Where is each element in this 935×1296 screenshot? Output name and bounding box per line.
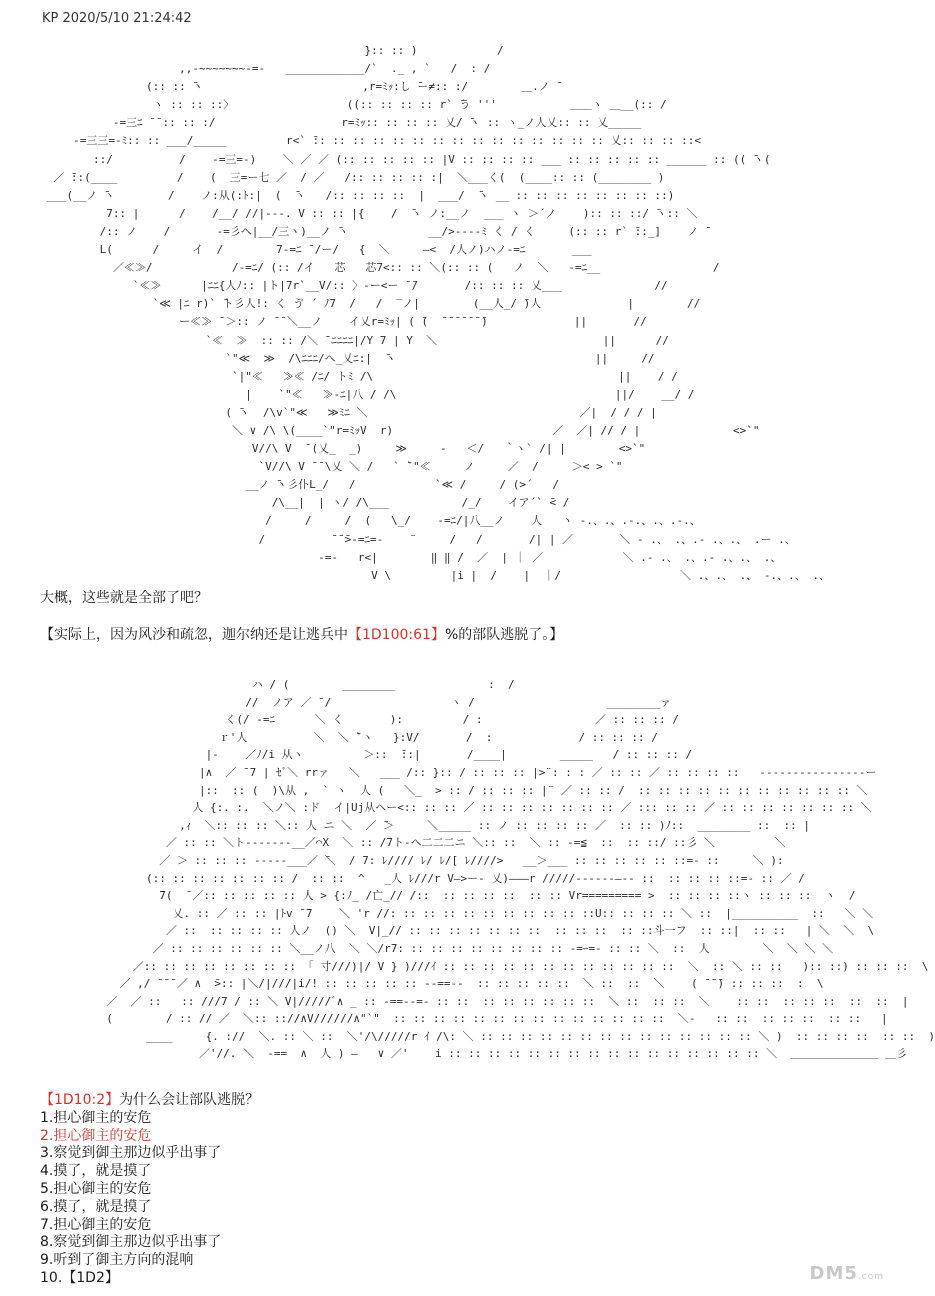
post-header: KP 2020/5/10 21:24:42: [42, 11, 192, 26]
choice-item: 4.摸了，就是摸了: [40, 1163, 152, 1180]
ascii-art-charge-scene: ハ / ( ________ : / // ノア ／ ̄ / ヽ / ________ァ く(/ -=ﾆ ＼ く ): / : ／ :: :: :: / ｒ'人 ＼ ＼ ̄`ヽ }:V/ / : / :: :: :: / |- ／ﾉ/i 从ヽ ＞:: ̄::| /____| _____ / :: :: :: / |∧ ／ ̄ 7 | ｾﾞ＼ rrァ ＼ ___ /:: }:: / :: :: :: |>¨: : : ／ :: :: ／ :: :: :: :: ----------------ー |:: :: ( )\从 , ` ヽ 人 ( ＼_ > :: / :: :: :: |¨ ／ :: :: / :: :: :: :: :: :: :: :: :: :: :: ＼ 人 {:. :. ＼ノ＼ :ド イ|Uj从ヘー<:: :: :: ／ :: :: :: :: :: :: :: ／ ::: :: :: ／ :: :: :: :: :: :: :: ＼ ,ｨ ＼:: :: :: ＼:: 人 ニ ＼ ／ ̄＞ ＼_____ :: ノ :: :: :: :: ／ :: :: )ﾉ:: ________ :: :: | ／ :: :: ＼ト-------__／⌒X ＼ :: /7ト‐ヘ二二二ニ ＼:: :: ＼ :: -=≦ :: :: ::/ ::彡 ＼ ＼ ／ ＞ :: :: :: -----___／ ̄＼ / 7: ﾚ//// ﾚ/ ﾚ/[ ﾚ////> __＞___ :: :: :: :: :: ::=- :: ＼ ): (:: :: :: :: :: :: :: / :: :: ^ _人 ﾚ///r V―>ー- 乂)―――r /////------―-- :: :: :: :: ::=- :: ／ / ̄7( ̄ ／:: :: :: :: :: 人 > {:ﾉ_ /亡_// /:: :: :: :: :: :: :: Vr========= > :: :: :: ::ヽ :: :: :: ヽ / 乂. :: ／ :: :: |ﾄv ̄ ̄7 ＼ 'r //: :: :: :: :: :: :: :: :: :: ::U:: :: :: :: ＼ :: |__________ :: ＼ ＼ ／ :: :: :: :: :: 人ノ () ＼ V|_// :: :: :: :: :: :: :: :: :: :: :: ::斗一フ :: ::| :: :: | ＼ ＼ \ ／ :: :: :: :: :: :: ＼__ノ八 ＼ ＼/r7: :: :: :: :: :: :: :: :: -=ｰ=- :: :: ＼ :: 人 ＼ ＼ ＼ ＼ ／:: :: :: :: :: :: :: :: 「 寸///)|/ V } )///ｲ :: :: :: :: :: :: :: :: :: :: :: :: ＼ :: ＼ :: :: ):: ::) :: :: :: \ ／ ,/ ̄ ̄ ̄ ／ ∧ ̄>:: |＼/|///|i/! :: :: :: :: :: --==-- :: :: :: :: :: ＼ :: :: ＼ ( ̄ ̄ ̄) :: :: :: : \ ／ ／ :: :: ///7 / :: ＼ V|/////ﾞ∧ _ :: -==--=- :: :: :: :: :: :: :: :: ＼ :: :: :: ＼ :: :: :: :: :: :: :: | ( / :: // ／ ＼:: :://∧V//////∧"`" :: :: :: :: :: :: :: :: :: :: :: :: :: :: ＼- :: :: :: :: :: :: :: | ____ {. :// ＼. :: ＼ :: ＼'/\/////r ｲ /\: ＼ :: :: :: :: :: :: :: :: :: :: :: :: :: :: ＼ ) :: :: :: :: :: :: ) ／'//. ＼ -== ∧ 人 ) ― ∨ ／' i :: :: :: :: :: :: :: :: :: :: :: :: :: :: :: :: ＼ ＿＿＿＿＿＿＿＿ ＿彡: [106, 678, 935, 1061]
choice-item: 7.担心御主的安危: [40, 1216, 152, 1233]
watermark-logo: [810, 1263, 884, 1284]
narration-line: 大概，这些就是全部了吧？: [40, 590, 208, 606]
question-text: 为什么会让部队逃脱？: [119, 1092, 260, 1108]
watermark-domain: .com: [857, 1272, 884, 1282]
choice-item: 3.察觉到御主那边似乎出事了: [40, 1145, 222, 1162]
choice-list: [40, 1092, 259, 1288]
dice-result-prefix: 【实际上，因为风沙和疏忽，迦尔纳还是让逃兵中: [40, 627, 348, 643]
dice-roll-1d10: 【1D10:2】: [40, 1092, 120, 1108]
dice-result-suffix: %的部队逃脱了。】: [444, 627, 564, 643]
choice-item: 1.担心御主的安危: [40, 1109, 152, 1126]
choice-item-selected: 2.担心御主的安危: [40, 1127, 152, 1144]
choice-item: 8.察觉到御主那边似乎出事了: [40, 1234, 222, 1251]
dice-result-line: [40, 624, 563, 644]
choice-item: 9.听到了御主方向的混响: [40, 1252, 194, 1269]
choice-item: 5.担心御主的安危: [40, 1180, 152, 1197]
choice-item: 10.【1D2】: [40, 1269, 119, 1286]
dice-roll-1d100: 【1D100:61】: [348, 627, 445, 643]
question-line: [40, 1092, 259, 1110]
watermark-text: DM5: [809, 1263, 858, 1284]
ascii-art-battle-scene: }:: :: ) / ,,-~~~~~~~-=- ____________/` ._ , ` / : / (:: :: ̄ヽ ,r=ﾐｯ:し ̄ー≠:: :/ ＿.ノ ̄ ヽ :: :: ::〉 ((:: :: :: :: r` ̄う ''' ＿＿ヽ ＿__(:: / -=三ﾆ ̄ ̄ :: :: :/ r=ﾐｯ:: :: :: :: 乂/ ̄ヽ :: ヽ_ノ人乂:: :: 乂_____ -=三三=-ﾐ:: :: ___/_____ r<` ̄:: :: :: :: :: :: :: :: :: :: :: :: :: :: :: 乂:: :: :: ::< ::/ / -=三=-) ＼ ／ ／ (:: :: :: :: :: |V :: :: :: :: ___ :: :: :: :: :: ______ :: (( ̄ヽ( ／ ̄::(____ / ( 三=ー七 ／ / ／ /:: :: :: :: :| ＼___く( (____:: :: (________ ) ___(__ノ ̄ヽ / ノ:从(:ﾄ:| ( ̄ヽ /:: :: :: :: | ___/ ̄ヽ __ :: :: :: :: :: :: :: ::) 7:: | / /__/ //|---. V :: :: |{ / ̄ヽ ノ:__ノ ___ ヽ ＞´ノ ):: :: ::/ ̄ヽ:: ＼ /:: ノ / -=彡ヘ|__/三ヽ)__ノ ̄ヽ __/>-‐--ﾐ く / く (:: :: r` ̄::_] ノ ̄ L( / イ / 7-=ﾆ ̄ /ー/ { ＼ ―< /人ノ)ハノ-=ﾆ ___ ／≪≫/ /-=ﾆ/ (:: /イ 芯 芯7<:: :: ＼(:: :: ( ノ ＼ -=ﾆ__ / `≪≫ |ﾆﾆ{人ﾉ:: |ト|7r`__V/:: 〉-ー<ー ̄ ̄/ /:: :: :: 乂___ // `≪ |ﾆ r)` ̄ト彡人!: く ゔ ´ ﾉ7 / / ‾ノ| (__人_/ ̄)人 | // ー≪≫ ̄ ＞:: ノ ̄ ̄ ＼__ノ イ乂r=ﾐｯ| ( ̄( ̄ ̄ ̄ ̄ ̄ ̄ ̄) || // `≪ ≫ :: :: /＼ ̄ ﾆﾆﾆﾆ|/Y 7 | Y ＼ || // `"≪ ≫ /\ﾆﾆﾆ/ヘ_乂ﾆ:| ̄ヽ || // `|"≪ ≫≪ /ﾆ/ トﾐ /\ || / / | `"≪ ≫-ﾆ|八 / /\ ||/ __/ / ( ̄ヽ /\v`"≪ ≫ﾐﾆ ＼ ／| / / / | ＼ ∨ /\ \(____`"r=ﾐｯV r) ／ ／| // / | <>`" V//\ V ̄ (乂_ _) ≫ - ＜/ ｀ヽ` /| | <>`" `V//\ V ̄ ̄ \乂 ＼ / ` ̄`"≪ ノ ／ / ＞< > `" __ノ ̄ヽ彡仆L_/ / `≪ / / (>´ / /\__| | ヽ/ /\___ /_/ イア´` ̄< / / / / ( \_/ -=ﾆ/|八__ノ 人 ヽ ‐.、.、.‐.、.、.-.、 / ̄ ̄ ̄>-=ﾆ=- ¨ / / /| | ／ ＼ ‐ .、 .、.‐ .、.、 .ー .、 -=- r<| ‖ ‖ / ／ | ｜ ／ ＼ .‐ .、 .、.‐ .、.、 .、 V \ |i | / | ｜/ ＼ .、.、 .、 ‐.、.、 .、: [46, 44, 830, 582]
choice-item: 6.摸了，就是摸了: [40, 1198, 152, 1215]
